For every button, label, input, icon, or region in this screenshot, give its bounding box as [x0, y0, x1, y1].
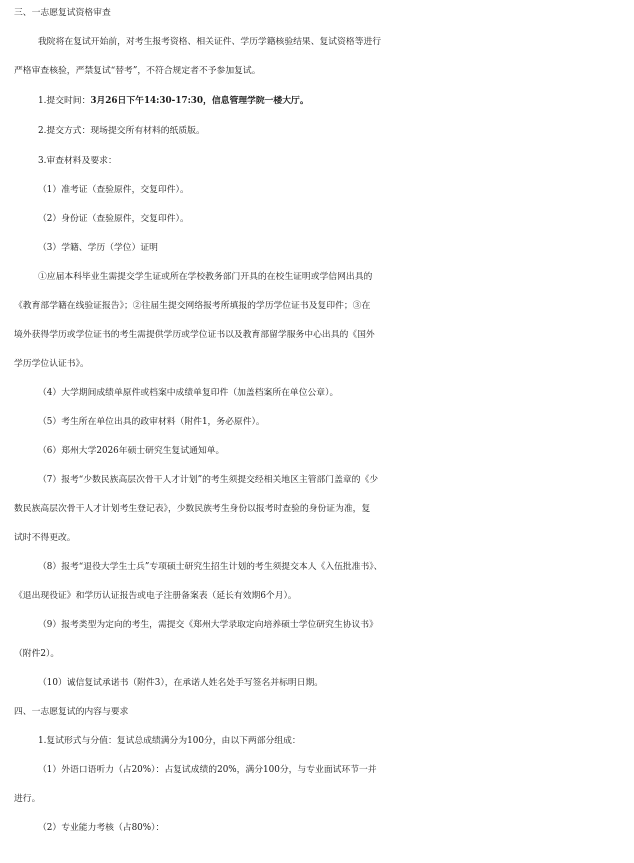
list-item: （1）准考证（查验原件，交复印件）。: [38, 185, 189, 195]
submit-time-line: [0, 92, 634, 110]
paragraph-line: 1.复试形式与分值：复试总成绩满分为100分，由以下两部分组成：: [38, 736, 301, 746]
list-item: （2）身份证（查验原件，交复印件）。: [38, 214, 189, 224]
paragraph-line: 《教育部学籍在线验证报告》；②往届生提交网络报考所填报的学历学位证书及复印件；③在: [14, 301, 371, 311]
submit-time-label: 1.提交时间：: [38, 96, 91, 106]
paragraph-line: 《退出现役证》和学历认证报告或电子注册备案表（延长有效期6个月）。: [14, 591, 297, 601]
list-item: （4）大学期间成绩单原件或档案中成绩单复印件（加盖档案所在单位公章）。: [38, 388, 339, 398]
paragraph-line: ①应届本科毕业生需提交学生证或所在学校教务部门开具的在校生证明或学信网出具的: [38, 272, 373, 282]
list-item: （9）报考类型为定向的考生，需提交《郑州大学录取定向培养硕士学位研究生协议书》: [38, 620, 378, 630]
section-heading-4: 四、一志愿复试的内容与要求: [14, 707, 129, 717]
list-item: （8）报考“退役大学生士兵”专项硕士研究生招生计划的考生须提交本人《入伍批准书》、: [38, 562, 383, 572]
paragraph-line: 进行。: [14, 794, 41, 804]
list-item: （2）专业能力考核（占80%）：: [38, 823, 165, 833]
paragraph-line: 数民族高层次骨干人才计划考生登记表》，少数民族考生身份以报考时查验的身份证为准，复: [14, 504, 371, 514]
paragraph-line: 学历学位认证书》。: [14, 359, 89, 369]
list-item: （6）郑州大学2026年硕士研究生复试通知单。: [38, 446, 225, 456]
paragraph-line: 3.审查材料及要求：: [38, 156, 117, 166]
section-heading-3: 三、一志愿复试资格审查: [14, 8, 111, 18]
submit-time-value: 3月26日下午14:30-17:30，信息管理学院一楼大厅。: [90, 96, 309, 106]
paragraph-line: 严格审查核验，严禁复试“替考”，不符合规定者不予参加复试。: [14, 66, 261, 76]
paragraph-line: 境外获得学历或学位证书的考生需提供学历或学位证书以及教育部留学服务中心出具的《国外: [14, 330, 375, 340]
list-item: （10）诚信复试承诺书（附件3），在承诺人姓名处手写签名并标明日期。: [38, 678, 324, 688]
paragraph-line: 我院将在复试开始前，对考生报考资格、相关证件、学历学籍核验结果、复试资格等进行: [38, 37, 382, 47]
list-item: （7）报考“少数民族高层次骨干人才计划”的考生须提交经相关地区主管部门盖章的《少: [38, 475, 379, 485]
paragraph-line: 试时不得更改。: [14, 533, 76, 543]
list-item: （5）考生所在单位出具的政审材料（附件1，务必原件）。: [38, 417, 265, 427]
paragraph-line: （附件2）。: [14, 649, 60, 659]
paragraph-line: 2.提交方式：现场提交所有材料的纸质版。: [38, 126, 205, 136]
list-item: （3）学籍、学历（学位）证明: [38, 243, 158, 253]
list-item: （1）外语口语听力（占20%）：占复试成绩的20%，满分100分，与专业面试环节一并: [38, 765, 377, 775]
